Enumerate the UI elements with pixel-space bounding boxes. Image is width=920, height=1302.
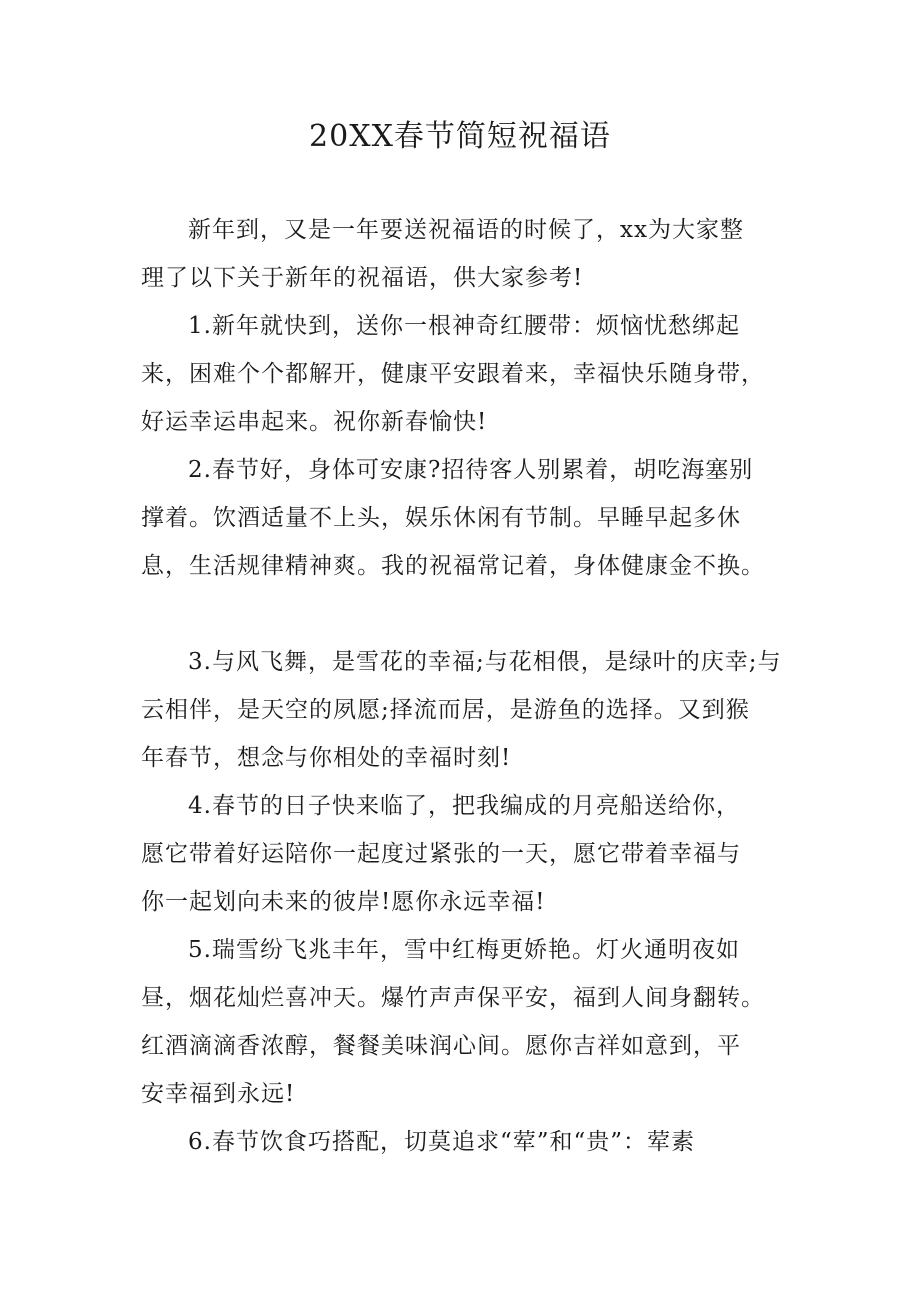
- wish-2-line: 2.春节好，身体可安康?招待客人别累着，胡吃海塞别: [188, 457, 754, 483]
- wish-5-line: 昼，烟花灿烂喜冲天。爆竹声声保平安，福到人间身翻转。: [141, 985, 765, 1011]
- wish-3-line: 3.与风飞舞，是雪花的幸福;与花相偎，是绿叶的庆幸;与: [188, 649, 782, 675]
- wish-2-line: 撑着。饮酒适量不上头，娱乐休闲有节制。早睡早起多休: [141, 505, 741, 531]
- wish-2-line: 息，生活规律精神爽。我的祝福常记着，身体健康金不换。: [141, 553, 765, 579]
- wish-1-line: 1.新年就快到，送你一根神奇红腰带：烦恼忧愁绑起: [188, 313, 740, 339]
- wish-3-line: 云相伴，是天空的夙愿;择流而居，是游鱼的选择。又到猴: [141, 697, 750, 723]
- wish-4-line: 你一起划向未来的彼岸!愿你永远幸福!: [141, 889, 546, 915]
- paragraph-gap: [141, 590, 821, 638]
- wish-3-line: 年春节，想念与你相处的幸福时刻!: [141, 745, 512, 771]
- intro-line: 理了以下关于新年的祝福语，供大家参考!: [141, 265, 584, 291]
- wish-4-line: 4.春节的日子快来临了，把我编成的月亮船送给你，: [188, 793, 740, 819]
- wish-5-line: 红酒滴滴香浓醇，餐餐美味润心间。愿你吉祥如意到，平: [141, 1033, 741, 1059]
- intro-line: 新年到，又是一年要送祝福语的时候了，xx为大家整: [188, 217, 744, 243]
- wish-1-line: 好运幸运串起来。祝你新春愉快!: [141, 409, 488, 435]
- wish-1-line: 来，困难个个都解开，健康平安跟着来，幸福快乐随身带，: [141, 361, 765, 387]
- wish-5-line: 5.瑞雪纷飞兆丰年，雪中红梅更娇艳。灯火通明夜如: [188, 937, 740, 963]
- wish-6-line: 6.春节饮食巧搭配，切莫追求“荤”和“贵”：荤素: [188, 1129, 695, 1155]
- document-body: [141, 206, 821, 1166]
- wish-4-line: 愿它带着好运陪你一起度过紧张的一天，愿它带着幸福与: [141, 841, 741, 867]
- wish-5-line: 安幸福到永远!: [141, 1081, 296, 1107]
- document-title: 20XX春节简短祝福语: [309, 119, 611, 154]
